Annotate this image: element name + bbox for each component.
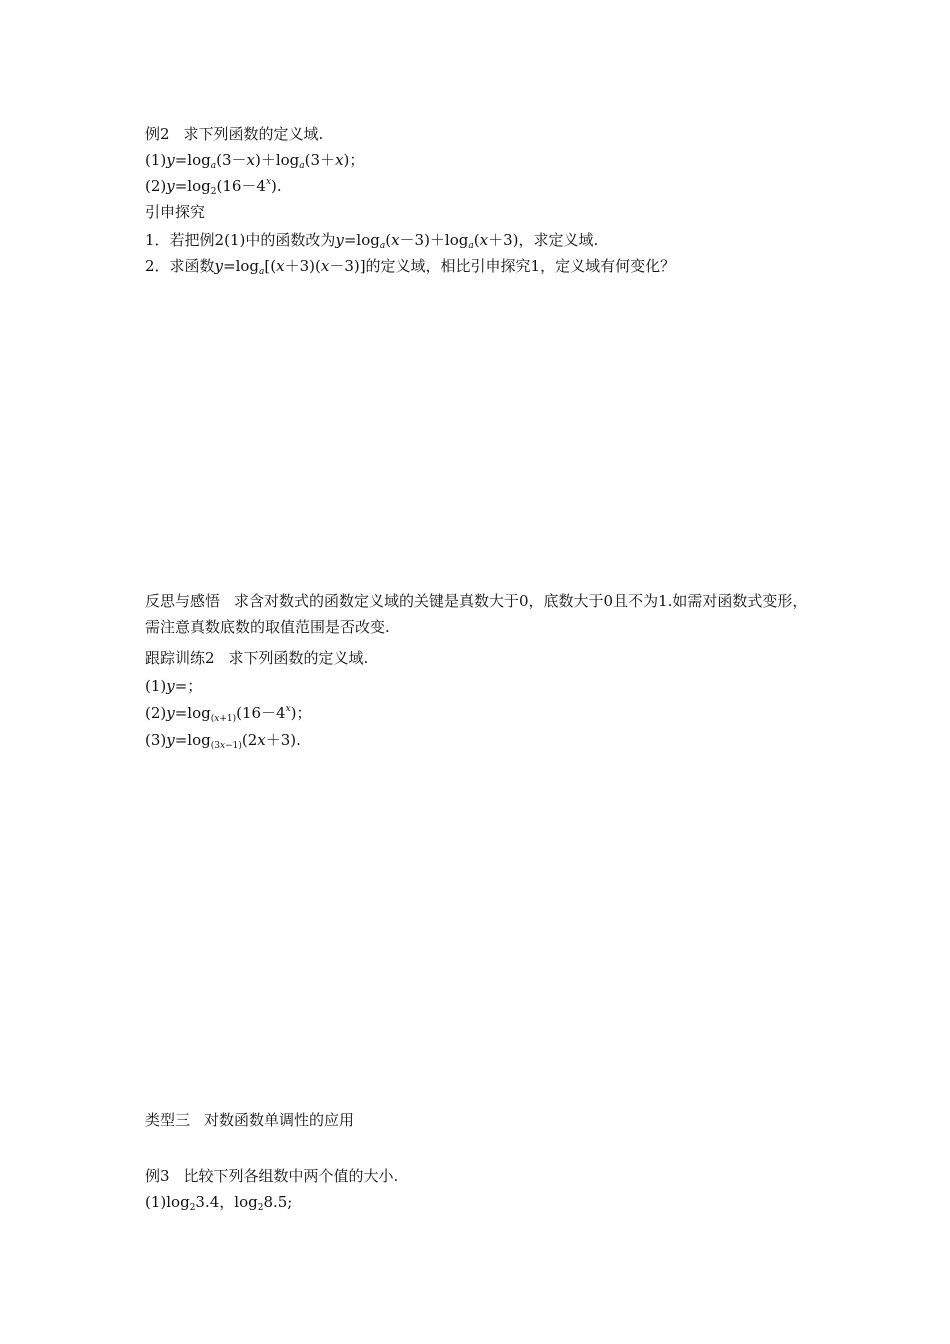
example-3-prompt: 比较下列各组数中两个值的大小. (183, 1167, 399, 1185)
explore-title: 引申探究 (145, 203, 206, 221)
example-3-heading (145, 1166, 398, 1186)
example-2-title: 例2 (145, 125, 170, 143)
example-2-part-1: $(1)y=\log_a(3-x)+\log_a(3+x)$； (145, 151, 365, 171)
track-2-title: 跟踪训练2 (145, 649, 215, 667)
track-2-prompt: 求下列函数的定义域. (228, 649, 369, 667)
reflection-paragraph (145, 588, 815, 640)
example-3-part-1: $(1)\log_23.4$，$\log_28.5$; (145, 1193, 293, 1213)
example-2-heading (145, 124, 323, 144)
example-2-prompt: 求下列函数的定义域. (183, 125, 324, 143)
track-2-part-2: $(2)y=\log_{(x+1)}(16-4^x)$； (145, 704, 312, 724)
explore-question-2: 2．求函数$y=\log_a[(x+3)(x-3)]$的定义域，相比引申探究1，定义域有何变化？ (145, 257, 676, 277)
example-2-part-2: $(2)y=\log_2(16-4^x)$. (145, 177, 282, 197)
type-3-text: 对数函数单调性的应用 (204, 1111, 355, 1129)
track-2-part-3: $(3)y=\log_{(3x-1)}(2x+3)$. (145, 731, 301, 751)
track-2-part-1: (1)y=； (145, 677, 203, 695)
explore-question-1: 1．若把例2(1)中的函数改为$y=\log_a(x-3)+\log_a(x+3)$，求定义域. (145, 231, 599, 251)
example-3-title: 例3 (145, 1167, 170, 1185)
type-3-title: 类型三 (145, 1111, 191, 1129)
reflection-title: 反思与感悟 (145, 592, 221, 610)
track-2-heading (145, 648, 368, 668)
type-3-heading (145, 1110, 354, 1130)
reflection-text: 求含对数式的函数定义域的关键是真数大于0，底数大于0且不为1.如需对函数式变形，需注意真数底数的取值范围是否改变. (145, 592, 808, 636)
